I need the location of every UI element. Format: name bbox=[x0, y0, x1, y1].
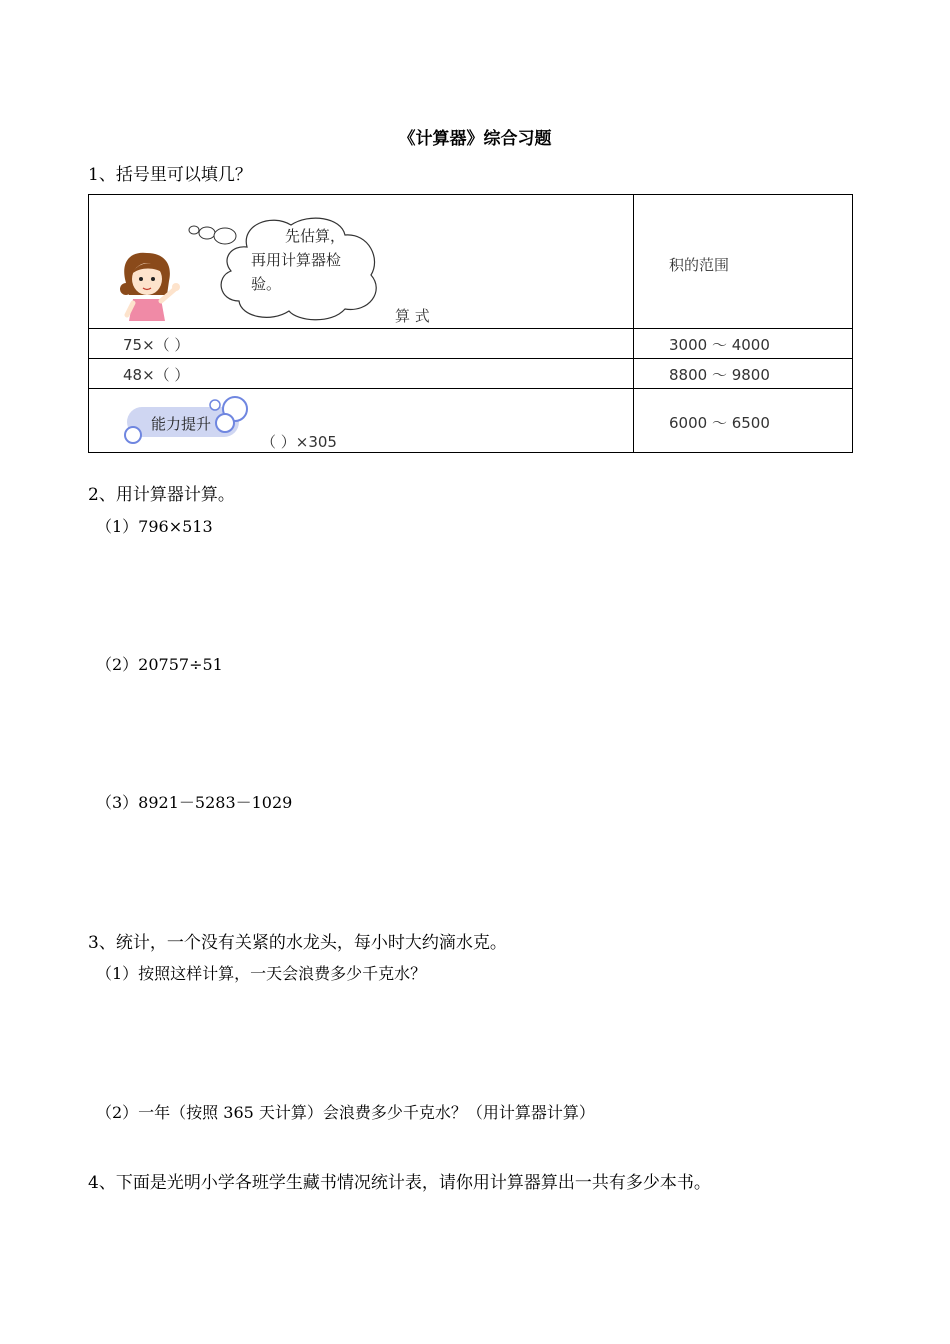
row-3-range: 6000 ～ 6500 bbox=[669, 414, 770, 432]
page-title: 《计算器》综合习题 bbox=[398, 129, 552, 149]
bubble-line-1: 先估算， bbox=[285, 227, 346, 245]
question-3-label: 3、统计，一个没有关紧的水龙头，每小时大约滴水克。 bbox=[88, 933, 507, 953]
question-2-label: 2、用计算器计算。 bbox=[88, 485, 235, 505]
row-2-range: 8800 ～ 9800 bbox=[669, 366, 770, 384]
row-1-range: 3000 ～ 4000 bbox=[669, 336, 770, 354]
question-2-item-1: （1）796×513 bbox=[96, 517, 213, 536]
bubble-text bbox=[251, 224, 345, 296]
row-divider bbox=[89, 358, 852, 359]
estimate-table bbox=[88, 194, 853, 453]
header-range: 积的范围 bbox=[669, 256, 730, 274]
row-1-formula: 75×（ ） bbox=[123, 336, 190, 354]
column-divider bbox=[633, 195, 634, 452]
row-divider bbox=[89, 388, 852, 389]
question-1-label: 1、括号里可以填几？ bbox=[88, 165, 252, 185]
row-divider bbox=[89, 328, 852, 329]
row-3-formula: （ ）×305 bbox=[261, 433, 337, 451]
row-2-formula: 48×（ ） bbox=[123, 366, 190, 384]
question-2-item-2: （2）20757÷51 bbox=[96, 655, 223, 674]
question-4-label: 4、下面是光明小学各班学生藏书情况统计表，请你用计算器算出一共有多少本书。 bbox=[88, 1173, 711, 1193]
bubble-line-3: 验。 bbox=[251, 275, 282, 293]
header-formula: 算 式 bbox=[395, 307, 430, 325]
question-3-item-2: （2）一年（按照 365 天计算）会浪费多少千克水？（用计算器计算） bbox=[96, 1103, 595, 1122]
challenge-badge-label: 能力提升 bbox=[151, 415, 212, 433]
question-2-item-3: （3）8921－5283－1029 bbox=[96, 793, 293, 812]
bubble-line-2: 再用计算器检 bbox=[251, 251, 342, 269]
girl-icon bbox=[120, 253, 180, 321]
question-3-item-1: （1）按照这样计算，一天会浪费多少千克水？ bbox=[96, 964, 427, 983]
